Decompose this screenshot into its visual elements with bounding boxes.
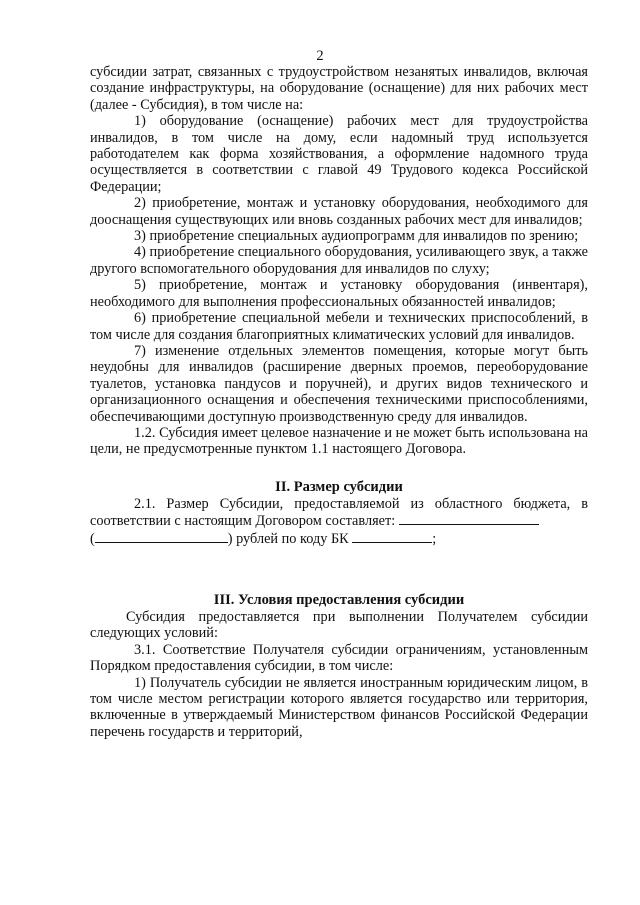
amount-words-blank [95, 530, 228, 543]
list-item: 6) приобретение специальной мебели и технических приспособлений, в том числе для создания благоприятных климатических условий для инвалидов. [90, 310, 588, 343]
clause-3-1: 3.1. Соответствие Получателя субсидии ограничениям, установленным Порядком предоставления субсидии, в том числе: [90, 641, 588, 675]
list-item: 2) приобретение, монтаж и установку оборудования, необходимого для дооснащения существующих или вновь созданных рабочих мест для инвалидов; [90, 195, 588, 228]
clause-2-1-currency: ) рублей по коду БК [227, 530, 349, 547]
list-item: 5) приобретение, монтаж и установку оборудования (инвентаря), необходимого для выполнения профессиональных обязанностей инвалидов; [90, 277, 588, 310]
list-item: 7) изменение отдельных элементов помещения, которые могут быть неудобны для инвалидов (расширение дверных проемов, переоборудование туалетов, установка пандусов и поручней), и других видов технического и организационного оснащения и обеспечения техническими приспособлениями, обеспечивающими доступную производственную среду для инвалидов. [90, 342, 588, 425]
list-item: 4) приобретение специального оборудования, усиливающего звук, а также другого вспомогательного оборудования для инвалидов по слуху; [90, 244, 588, 277]
clause-1-2: 1.2. Субсидия имеет целевое назначение и не может быть использована на цели, не предусмотренные пунктом 1.1 настоящего Договора. [90, 424, 588, 458]
list-item: 3) приобретение специальных аудиопрограмм для инвалидов по зрению; [134, 228, 579, 245]
bk-code-blank [352, 530, 432, 543]
amount-blank [399, 512, 539, 525]
page-number: 2 [316, 48, 324, 64]
section-2-title: II. Размер субсидии [275, 478, 403, 495]
intro-paragraph: субсидии затрат, связанных с трудоустройством незанятых инвалидов, включая создание инфраструктуры, на оборудование (оснащение) для них рабочих мест (далее - Субсидия), в том числе на: [90, 64, 588, 113]
section-3-title: III. Условия предоставления субсидии [213, 591, 465, 608]
clause-3-1-sub-1: 1) Получатель субсидии не является иностранным юридическим лицом, в том числе местом регистрации которого является государство или территория, включенные в утверждаемый Министерством финансов Российской Федерации перечень государств и территорий, [90, 674, 588, 740]
section-3-lead: Субсидия предоставляется при выполнении Получателем субсидии следующих условий: [90, 608, 588, 642]
document-body [90, 64, 588, 740]
list-item: 1) оборудование (оснащение) рабочих мест для трудоустройства инвалидов, в том числе на дому, если надомный труд используется работодателем как форма хозяйствования, а оформление надомного труда осуществляется в соответствии с главой 49 Трудового кодекса Российской Федерации; [90, 113, 588, 195]
clause-2-1-text: 2.1. Размер Субсидии, предоставляемой из областного бюджета, в соответствии с настоящим Договором составляет: [90, 495, 588, 530]
amount-open-paren: ( [90, 530, 95, 547]
clause-2-1 [90, 496, 588, 547]
clause-2-1-end: ; [432, 530, 437, 547]
